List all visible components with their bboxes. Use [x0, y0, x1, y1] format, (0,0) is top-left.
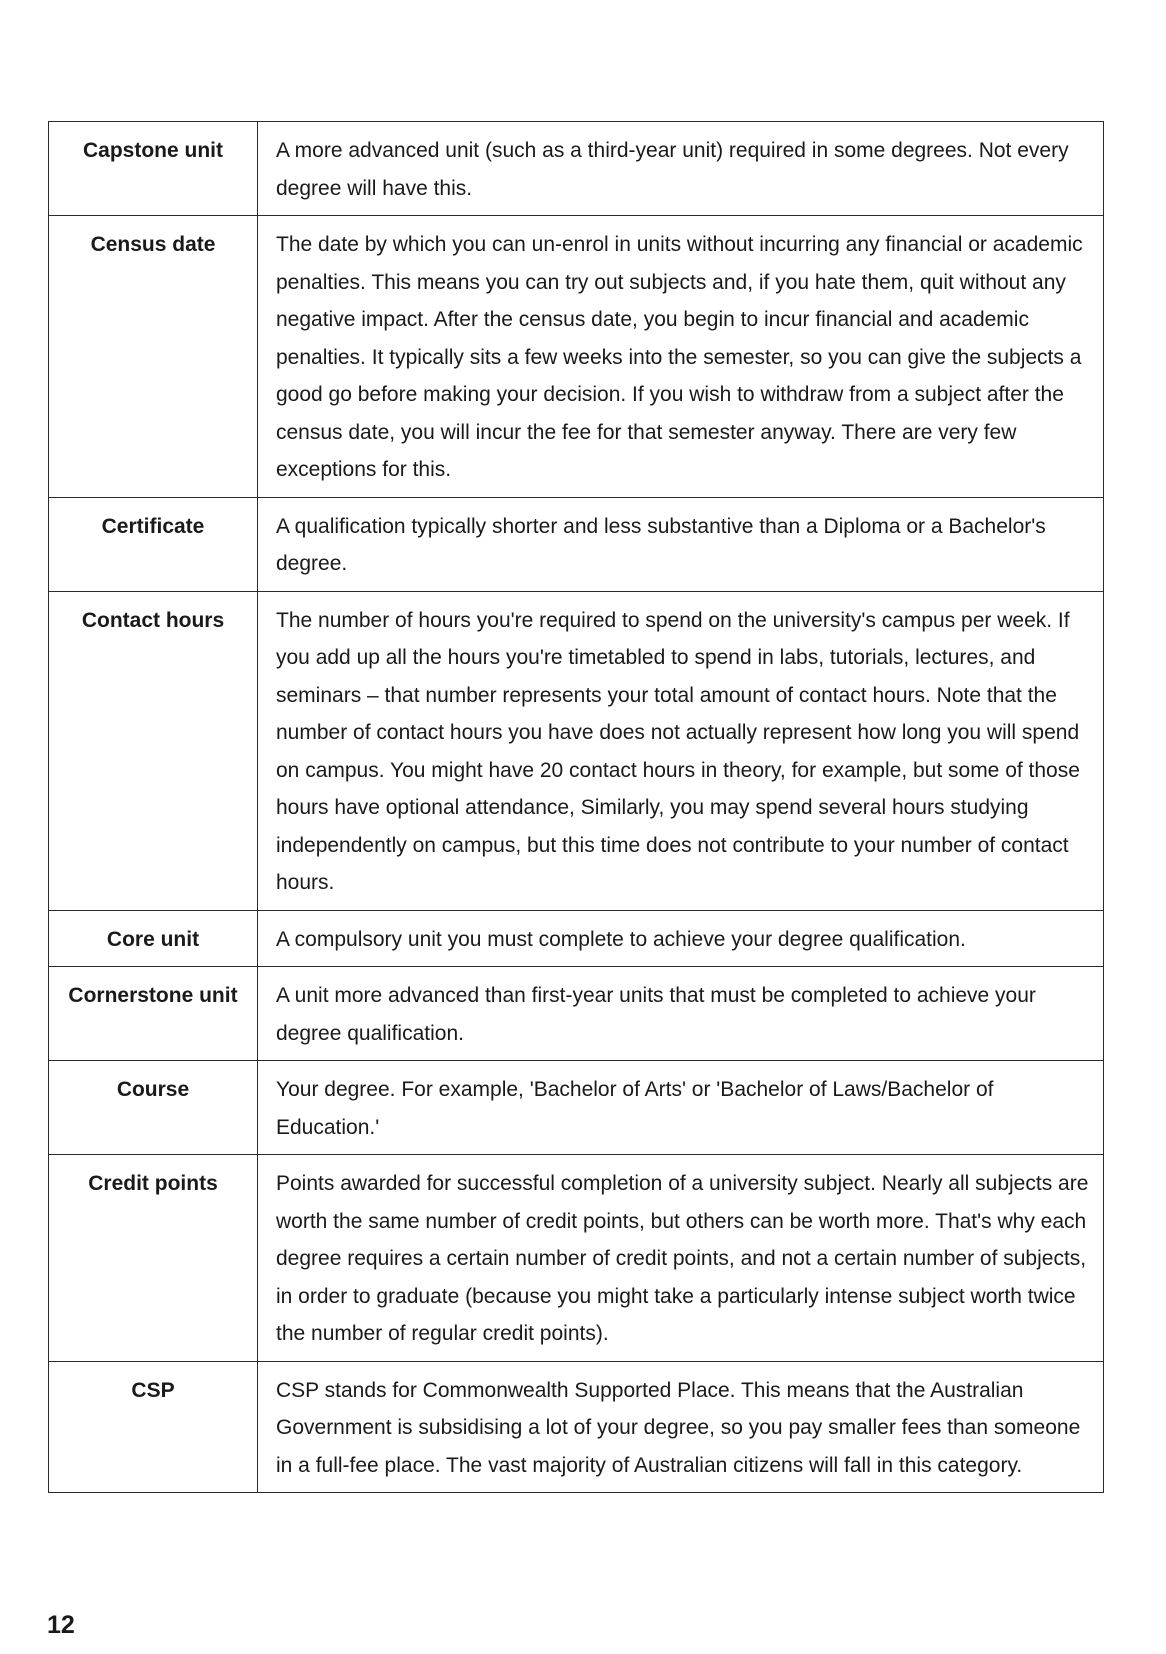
glossary-definition: CSP stands for Commonwealth Supported Place. This means that the Australian Government is subsidising a lot of your degree, so you pay smaller fees than someone in a full-fee place. The vast majority of Australian citizens will fall in this category. — [258, 1361, 1104, 1493]
glossary-row — [49, 122, 1104, 216]
glossary-row — [49, 1155, 1104, 1362]
glossary-row — [49, 910, 1104, 967]
glossary-definition: The number of hours you're required to spend on the university's campus per week. If you add up all the hours you're timetabled to spend in labs, tutorials, lectures, and seminars – that number represents your total amount of contact hours. Note that the number of contact hours you have does not actually represent how long you will spend on campus. You might have 20 contact hours in theory, for example, but some of those hours have optional attendance, Similarly, you may spend several hours studying independently on campus, but this time does not contribute to your number of contact hours. — [258, 591, 1104, 910]
glossary-definition: A unit more advanced than first-year units that must be completed to achieve your degree qualification. — [258, 967, 1104, 1061]
glossary-row — [49, 967, 1104, 1061]
glossary-term: Cornerstone unit — [49, 967, 258, 1061]
glossary-row — [49, 591, 1104, 910]
glossary-definition: Points awarded for successful completion of a university subject. Nearly all subjects are worth the same number of credit points, but others can be worth more. That's why each degree requires a certain number of credit points, and not a certain number of subjects, in order to graduate (because you might take a particularly intense subject worth twice the number of regular credit points). — [258, 1155, 1104, 1362]
glossary-definition: Your degree. For example, 'Bachelor of Arts' or 'Bachelor of Laws/Bachelor of Education.' — [258, 1061, 1104, 1155]
page-number: 12 — [47, 1611, 75, 1639]
glossary-term: Core unit — [49, 910, 258, 967]
glossary-term: Certificate — [49, 497, 258, 591]
glossary-table — [48, 121, 1104, 1493]
glossary-row — [49, 1061, 1104, 1155]
glossary-term: CSP — [49, 1361, 258, 1493]
glossary-row — [49, 1361, 1104, 1493]
glossary-definition: A compulsory unit you must complete to achieve your degree qualification. — [258, 910, 1104, 967]
glossary-row — [49, 216, 1104, 498]
glossary-term: Census date — [49, 216, 258, 498]
glossary-row — [49, 497, 1104, 591]
glossary-term: Contact hours — [49, 591, 258, 910]
glossary-term: Credit points — [49, 1155, 258, 1362]
glossary-term: Course — [49, 1061, 258, 1155]
glossary-term: Capstone unit — [49, 122, 258, 216]
glossary-definition: A qualification typically shorter and less substantive than a Diploma or a Bachelor's degree. — [258, 497, 1104, 591]
glossary-definition: The date by which you can un-enrol in units without incurring any financial or academic penalties. This means you can try out subjects and, if you hate them, quit without any negative impact. After the census date, you begin to incur financial and academic penalties. It typically sits a few weeks into the semester, so you can give the subjects a good go before making your decision. If you wish to withdraw from a subject after the census date, you will incur the fee for that semester anyway. There are very few exceptions for this. — [258, 216, 1104, 498]
glossary-definition: A more advanced unit (such as a third-year unit) required in some degrees. Not every degree will have this. — [258, 122, 1104, 216]
